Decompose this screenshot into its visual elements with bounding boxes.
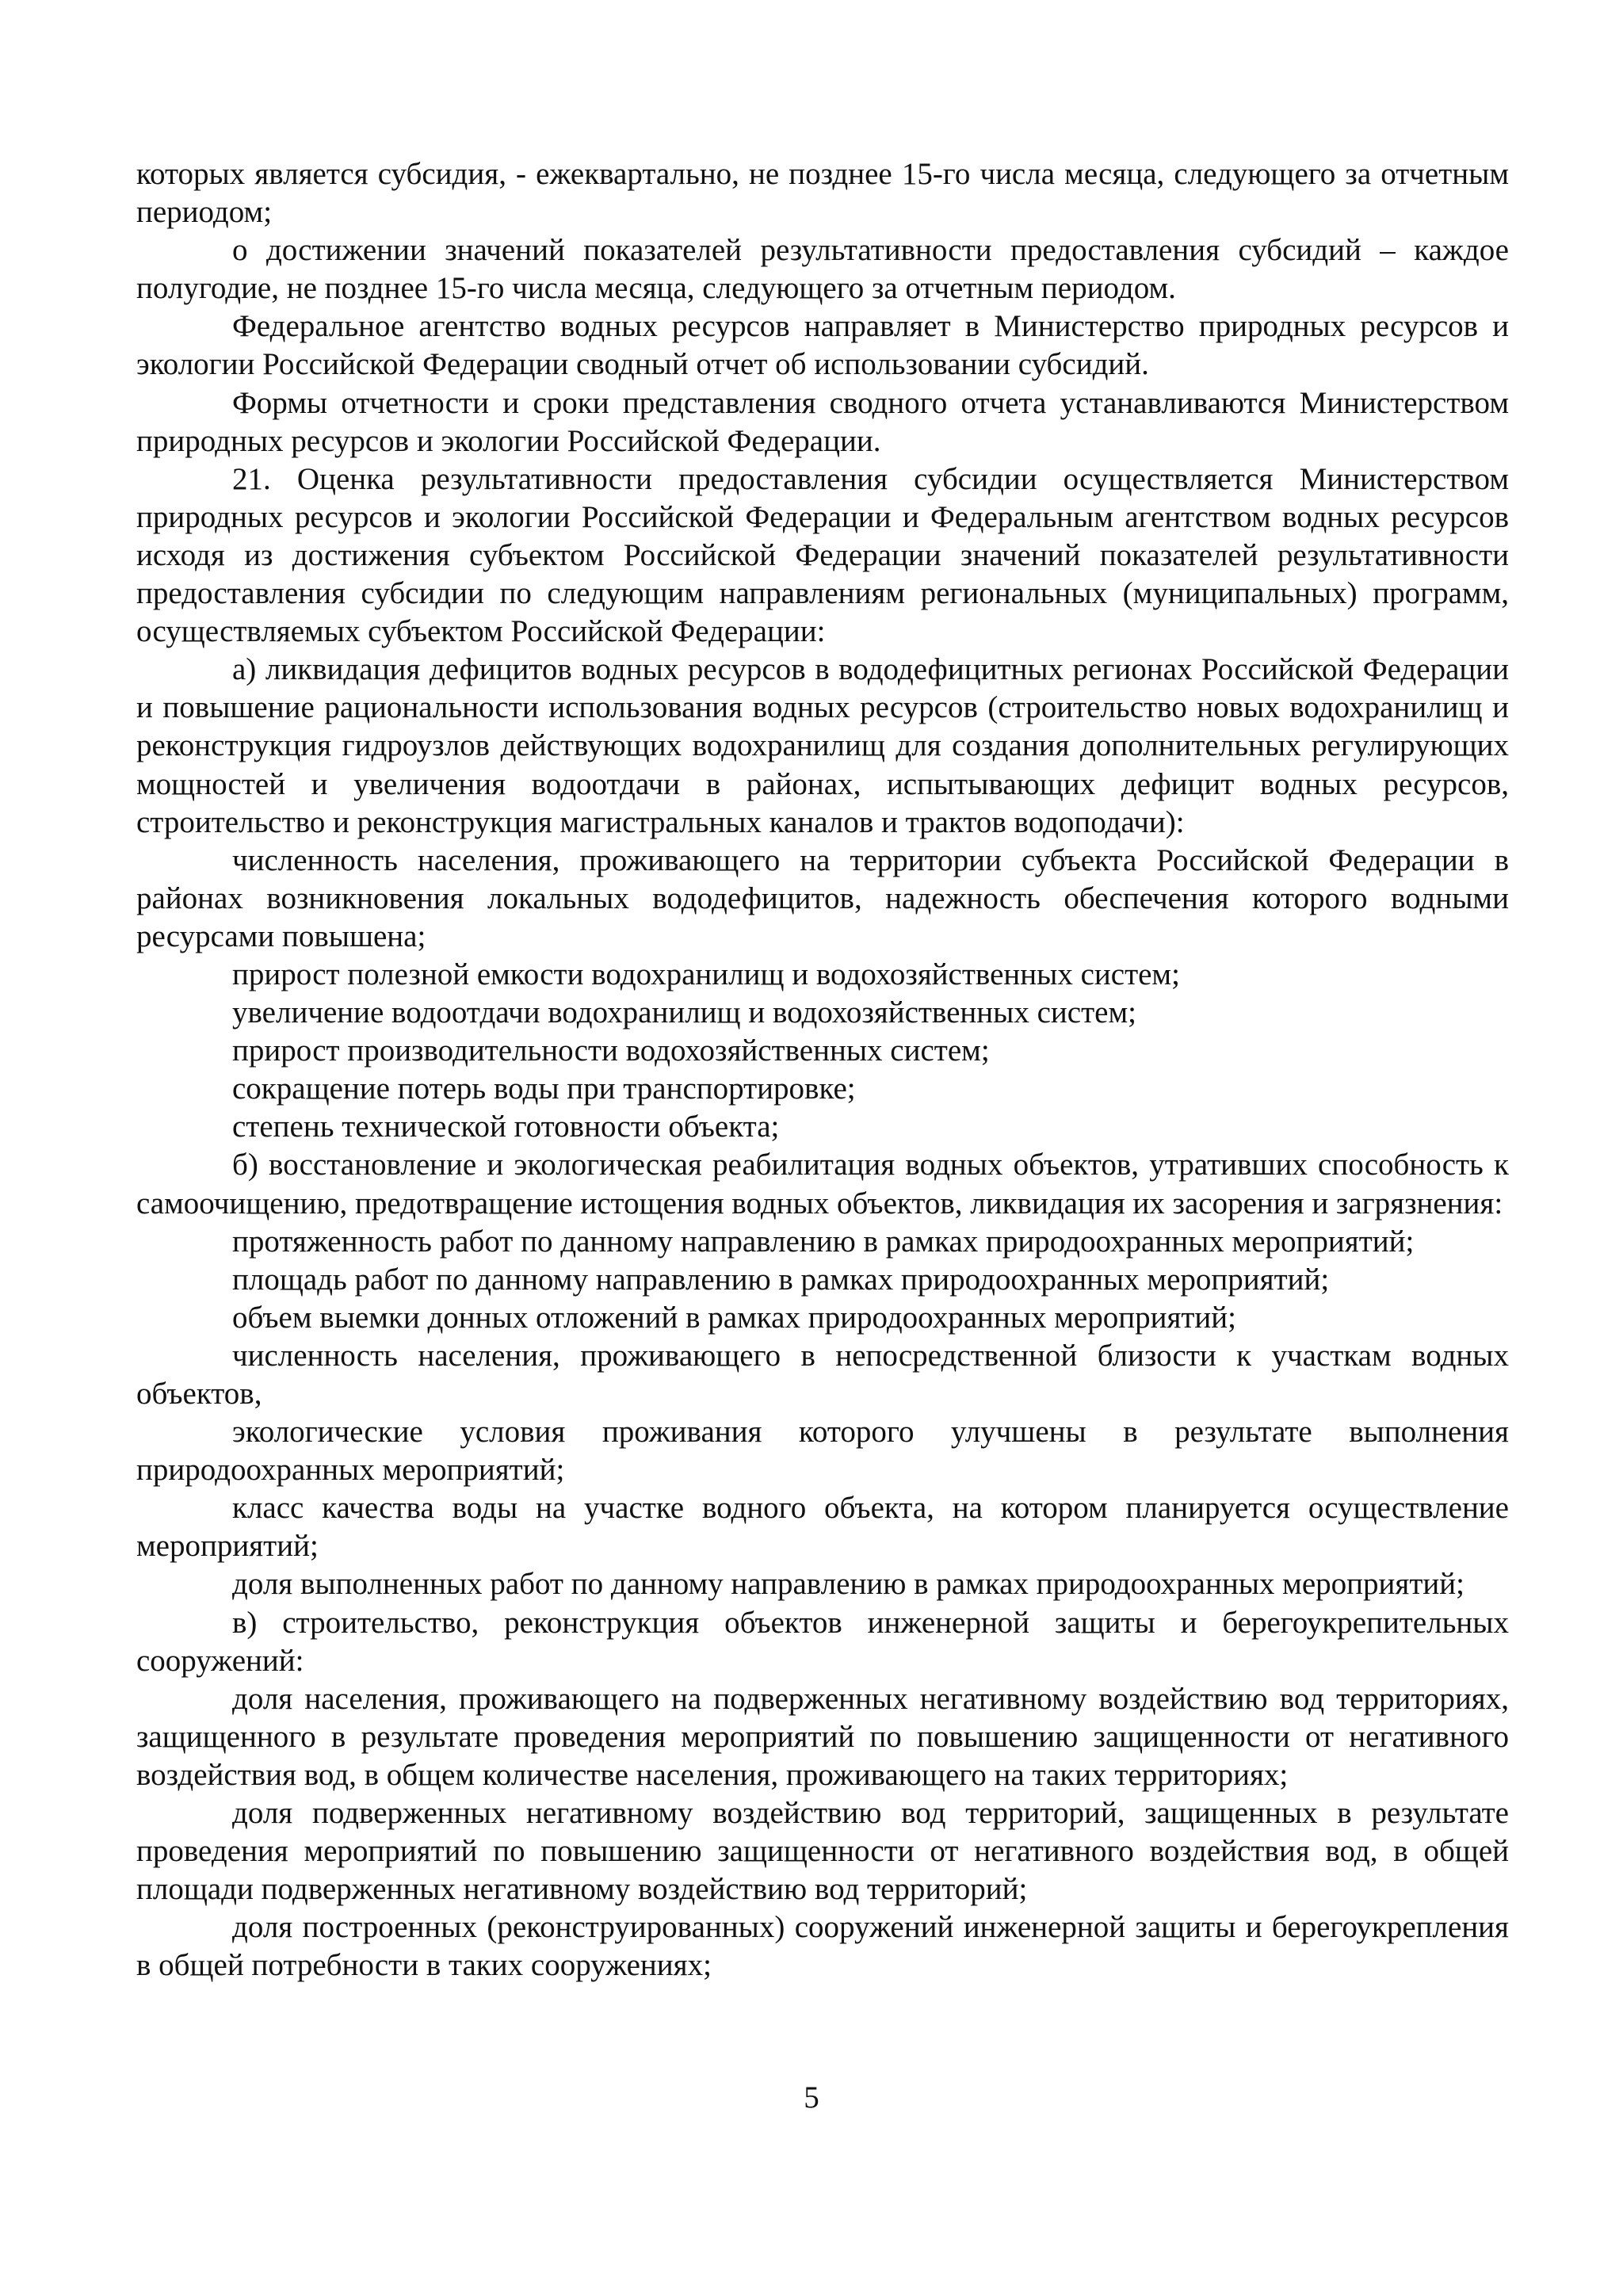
body-paragraph: объем выемки донных отложений в рамках природоохранных мероприятий; (232, 1300, 1237, 1335)
body-paragraph: доля населения, проживающего на подверженных негативному воздействию вод территориях, защищенного в результате проведения мероприятий по повышению защищенности от негативного воздействия вод, в общем количестве населения, проживающего на таких территориях; (136, 1681, 1509, 1792)
body-paragraph: которых является субсидия, - ежеквартально, не позднее 15-го числа месяца, следующего за отчетным периодом; (136, 157, 1509, 230)
body-paragraph: сокращение потерь воды при транспортировке; (232, 1072, 856, 1106)
body-paragraph: о достижении значений показателей результативности предоставления субсидий – каждое полугодие, не позднее 15-го числа месяца, следующего за отчетным периодом. (136, 233, 1509, 306)
body-paragraph: класс качества воды на участке водного объекта, на котором планируется осуществление мероприятий; (136, 1491, 1509, 1564)
body-paragraph: увеличение водоотдачи водохранилищ и водохозяйственных систем; (232, 995, 1136, 1030)
body-paragraph: доля выполненных работ по данному направлению в рамках природоохранных мероприятий; (232, 1567, 1465, 1602)
body-paragraph: Федеральное агентство водных ресурсов направляет в Министерство природных ресурсов и экологии Российской Федерации сводный отчет об использовании субсидий. (136, 309, 1509, 382)
document-body (136, 155, 1509, 1985)
body-paragraph: численность населения, проживающего в непосредственной близости к участкам водных объектов, (136, 1338, 1509, 1411)
body-paragraph: доля подверженных негативному воздействию вод территорий, защищенных в результате проведения мероприятий по повышению защищенности от негативного воздействия вод, в общей площади подверженных негативному воздействию вод территорий; (136, 1796, 1509, 1907)
body-paragraph: доля построенных (реконструированных) сооружений инженерной защиты и берегоукрепления в общей потребности в таких сооружениях; (136, 1910, 1509, 1983)
body-paragraph: Формы отчетности и сроки представления сводного отчета устанавливаются Министерством природных ресурсов и экологии Российской Федерации. (136, 385, 1509, 458)
page-number: 5 (804, 2080, 819, 2115)
body-paragraph: 21. Оценка результативности предоставления субсидии осуществляется Министерством природных ресурсов и экологии Российской Федерации и Федеральным агентством водных ресурсов исходя из достижения субъектом Российской Федерации значений показателей результативности предоставления субсидии по следующим направлениям региональных (муниципальных) программ, осуществляемых субъектом Российской Федерации: (136, 461, 1509, 649)
body-paragraph: степень технической готовности объекта; (232, 1110, 780, 1144)
body-paragraph: прирост полезной емкости водохранилищ и водохозяйственных систем; (232, 957, 1180, 991)
body-paragraph: в) строительство, реконструкция объектов инженерной защиты и берегоукрепительных сооружений: (136, 1605, 1509, 1678)
body-paragraph: а) ликвидация дефицитов водных ресурсов в вододефицитных регионах Российской Федерации и повышение рациональности использования водных ресурсов (строительство новых водохранилищ и реконструкция гидроузлов действующих водохранилищ для создания дополнительных регулирующих мощностей и увеличения водоотдачи в районах, испытывающих дефицит водных ресурсов, строительство и реконструкция магистральных каналов и трактов водоподачи): (136, 652, 1509, 839)
body-paragraph: экологические условия проживания которого улучшены в результате выполнения природоохранных мероприятий; (136, 1415, 1509, 1488)
body-paragraph: прирост производительности водохозяйственных систем; (232, 1033, 990, 1068)
body-paragraph: площадь работ по данному направлению в рамках природоохранных мероприятий; (232, 1262, 1330, 1297)
body-paragraph: протяженность работ по данному направлению в рамках природоохранных мероприятий; (232, 1224, 1415, 1259)
body-paragraph: б) восстановление и экологическая реабилитация водных объектов, утративших способность к самоочищению, предотвращение истощения водных объектов, ликвидация их засорения и загрязнения: (136, 1148, 1509, 1221)
body-paragraph: численность населения, проживающего на территории субъекта Российской Федерации в районах возникновения локальных вододефицитов, надежность обеспечения которого водными ресурсами повышена; (136, 842, 1509, 953)
